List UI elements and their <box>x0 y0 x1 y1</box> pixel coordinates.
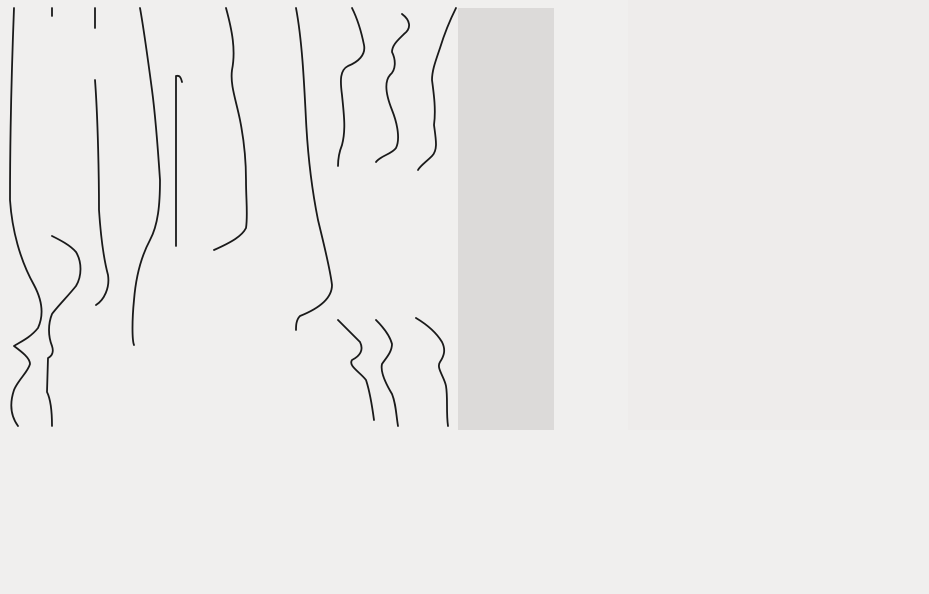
pine-curve <box>47 8 81 426</box>
plantains-curve <box>376 14 409 426</box>
weeds-curve <box>416 8 456 426</box>
oak-curve <box>133 8 161 345</box>
hazel-curve <box>296 8 332 330</box>
pollen-curves <box>10 8 456 426</box>
lime-curve <box>176 76 182 246</box>
alder-curve <box>214 8 247 250</box>
vegetation-band <box>458 8 554 430</box>
elm-curve <box>95 8 108 305</box>
grass-curve <box>338 8 374 420</box>
birch-curve <box>10 8 41 426</box>
